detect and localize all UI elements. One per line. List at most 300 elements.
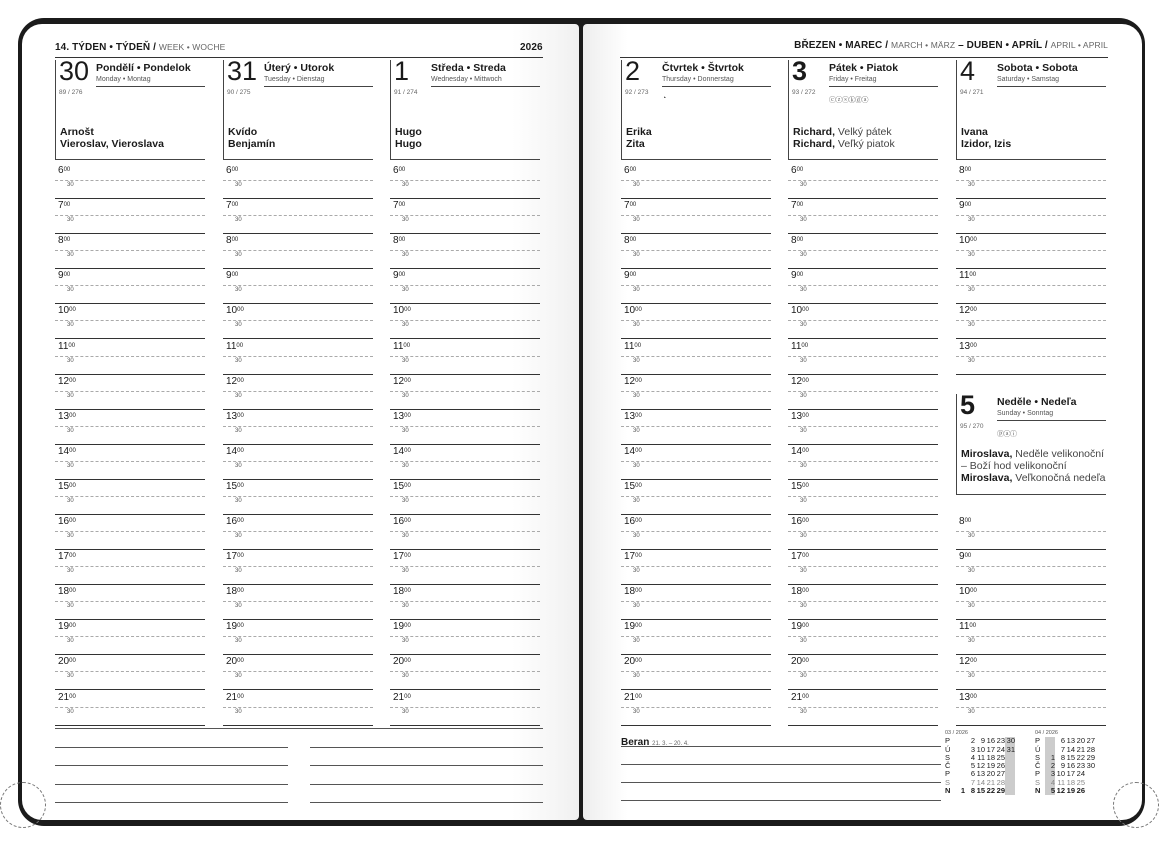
time-slot[interactable] <box>956 551 1106 586</box>
hour-label: $12^{00}$ <box>58 375 76 387</box>
half-hour-line <box>621 707 771 708</box>
calendar-day[interactable]: 25 <box>996 752 1005 762</box>
half-hour-line <box>55 320 205 321</box>
hour-label: $10^{00}$ <box>624 305 642 317</box>
name-day-line <box>961 472 1105 484</box>
time-slot[interactable] <box>55 551 205 586</box>
hour-label: $10^{00}$ <box>791 305 809 317</box>
time-slot[interactable] <box>55 446 205 481</box>
calendar-day[interactable]: 19 <box>986 761 995 771</box>
half-hour-line <box>55 250 205 251</box>
time-slot[interactable] <box>956 165 1106 200</box>
half-hour-line <box>223 601 373 602</box>
half-hour-line <box>788 671 938 672</box>
calendar-day[interactable]: 14 <box>976 777 985 787</box>
time-slot[interactable] <box>55 516 205 551</box>
hour-line <box>788 549 938 550</box>
half-hour-label: 30 <box>968 357 975 364</box>
hour-label: $9^{00}$ <box>791 270 804 282</box>
calendar-day[interactable]: 10 <box>1056 769 1065 779</box>
notes-line[interactable] <box>55 802 288 803</box>
minute-label: 00 <box>964 167 972 173</box>
time-slot[interactable] <box>390 446 540 481</box>
time-slot[interactable] <box>956 341 1106 376</box>
time-slot[interactable] <box>390 270 540 305</box>
time-slot[interactable] <box>956 621 1106 656</box>
calendar-day[interactable]: 4 <box>1045 779 1055 787</box>
time-slot[interactable] <box>621 551 771 586</box>
time-slot[interactable] <box>55 200 205 235</box>
hour-label: $9^{00}$ <box>393 270 406 282</box>
time-slot[interactable] <box>788 446 938 481</box>
notes-line[interactable] <box>55 747 288 748</box>
time-slot[interactable] <box>223 481 373 516</box>
time-slot[interactable] <box>390 165 540 200</box>
time-slot[interactable] <box>55 411 205 446</box>
calendar-day[interactable]: 7 <box>1060 744 1065 754</box>
half-hour-label: 30 <box>402 427 409 434</box>
day-divider <box>956 394 957 494</box>
time-slot[interactable] <box>621 341 771 376</box>
time-slot[interactable] <box>223 411 373 446</box>
calendar-day[interactable]: 31 <box>1006 744 1015 754</box>
weekday-label: S <box>945 752 951 762</box>
hour-label: $13^{00}$ <box>58 410 76 422</box>
time-slot[interactable] <box>956 692 1106 727</box>
half-hour-line <box>956 356 1106 357</box>
calendar-day[interactable]: 4 <box>970 752 975 762</box>
half-hour-line <box>55 566 205 567</box>
time-slot[interactable] <box>55 586 205 621</box>
calendar-day[interactable]: 26 <box>1076 786 1085 796</box>
hour-label: $8^{00}$ <box>959 516 972 527</box>
half-hour-line <box>390 707 540 708</box>
time-slot[interactable] <box>55 235 205 270</box>
calendar-day[interactable]: 22 <box>986 786 995 796</box>
time-slot[interactable] <box>621 586 771 621</box>
hour-line <box>621 654 771 655</box>
calendar-day[interactable]: 20 <box>986 769 995 779</box>
time-slot[interactable] <box>223 692 373 727</box>
notes-line[interactable] <box>310 747 543 748</box>
hour-line <box>788 198 938 199</box>
time-slot[interactable] <box>390 305 540 340</box>
time-slot[interactable] <box>788 235 938 270</box>
time-slot[interactable] <box>55 621 205 656</box>
hour-line <box>223 198 373 199</box>
calendar-day[interactable]: 29 <box>996 786 1005 796</box>
time-slot[interactable] <box>621 165 771 200</box>
hour-label: $20^{00}$ <box>58 656 76 668</box>
hour-line <box>621 303 771 304</box>
calendar-day[interactable]: 24 <box>996 744 1005 754</box>
calendar-day[interactable]: 16 <box>986 736 995 746</box>
calendar-day[interactable]: 24 <box>1076 769 1085 779</box>
hour-line <box>788 584 938 585</box>
calendar-day[interactable]: 8 <box>970 786 975 796</box>
hour-line <box>788 409 938 410</box>
half-hour-line <box>55 601 205 602</box>
calendar-day[interactable]: 18 <box>1066 777 1075 787</box>
hour-line <box>223 409 373 410</box>
minute-label: 00 <box>69 412 76 419</box>
time-slot[interactable] <box>223 586 373 621</box>
half-hour-line <box>223 636 373 637</box>
time-slot[interactable] <box>55 692 205 727</box>
name-day-line <box>60 138 164 150</box>
hour-line <box>621 584 771 585</box>
minute-label: 00 <box>231 237 239 244</box>
time-slot[interactable] <box>788 165 938 200</box>
hour-line <box>55 514 205 515</box>
time-slot[interactable] <box>223 446 373 481</box>
minute-label: 00 <box>237 447 244 454</box>
day-header-rule <box>956 494 1106 495</box>
calendar-day[interactable] <box>1005 787 1015 795</box>
minute-label: 00 <box>635 482 642 489</box>
calendar-day[interactable] <box>955 737 965 745</box>
weekday-label: P <box>945 736 951 746</box>
calendar-day[interactable] <box>955 746 965 754</box>
hour-label: $21^{00}$ <box>393 691 411 703</box>
hour-label: $21^{00}$ <box>791 691 809 703</box>
notes-line[interactable] <box>310 802 543 803</box>
calendar-day[interactable] <box>955 770 965 778</box>
half-hour-label: 30 <box>800 568 807 575</box>
minute-label: 00 <box>398 167 406 173</box>
calendar-day[interactable]: 5 <box>970 761 975 771</box>
time-slot[interactable] <box>390 481 540 516</box>
minute-label: 00 <box>231 272 239 279</box>
calendar-day[interactable]: 18 <box>986 752 995 762</box>
half-hour-line <box>621 356 771 357</box>
calendar-day[interactable]: 2 <box>970 736 975 746</box>
calendar-day[interactable]: 2 <box>1045 762 1055 770</box>
name-days <box>228 126 275 150</box>
time-slot[interactable] <box>390 200 540 235</box>
calendar-day[interactable] <box>1045 737 1055 745</box>
half-hour-line <box>223 566 373 567</box>
time-slot[interactable] <box>223 270 373 305</box>
time-slot[interactable] <box>390 235 540 270</box>
half-hour-label: 30 <box>633 708 640 715</box>
time-slot[interactable] <box>788 586 938 621</box>
time-slot[interactable] <box>788 376 938 411</box>
calendar-day[interactable]: 3 <box>1045 770 1055 778</box>
half-hour-label: 30 <box>968 182 975 188</box>
half-hour-line <box>788 356 938 357</box>
time-slot[interactable] <box>55 270 205 305</box>
day-name: Úterý • Utorok <box>264 62 335 74</box>
half-hour-line <box>621 461 771 462</box>
hour-label: $11^{00}$ <box>58 340 76 352</box>
calendar-day[interactable] <box>955 762 965 770</box>
time-slot[interactable] <box>956 305 1106 340</box>
hour-label: $19^{00}$ <box>791 621 809 633</box>
time-slot[interactable] <box>788 411 938 446</box>
time-slot[interactable] <box>621 411 771 446</box>
calendar-day[interactable]: 17 <box>1066 769 1075 779</box>
hour-label: $17^{00}$ <box>791 551 809 563</box>
time-slot[interactable] <box>621 200 771 235</box>
calendar-day[interactable] <box>955 754 965 762</box>
time-slot[interactable] <box>956 270 1106 305</box>
hour-line <box>621 268 771 269</box>
month-april-translation: APRIL • APRIL <box>1050 40 1108 50</box>
time-slot[interactable] <box>223 656 373 691</box>
calendar-day[interactable]: 12 <box>1056 786 1065 796</box>
hour-line <box>788 268 938 269</box>
half-hour-label: 30 <box>235 357 242 364</box>
hour-line <box>956 619 1106 620</box>
time-slot[interactable] <box>390 411 540 446</box>
hour-line <box>55 409 205 410</box>
time-slot[interactable] <box>621 621 771 656</box>
calendar-day[interactable]: 6 <box>970 769 975 779</box>
minute-label: 00 <box>69 553 76 560</box>
calendar-day[interactable]: 25 <box>1076 777 1085 787</box>
hour-line <box>223 514 373 515</box>
hour-line <box>621 233 771 234</box>
calendar-day[interactable] <box>1085 779 1095 787</box>
time-slot[interactable] <box>788 656 938 691</box>
time-slot[interactable] <box>621 376 771 411</box>
day-number: 1 <box>394 56 410 86</box>
minute-label: 00 <box>237 553 244 560</box>
calendar-day[interactable]: 11 <box>1057 777 1065 787</box>
time-slot[interactable] <box>390 341 540 376</box>
minute-label: 00 <box>802 623 809 630</box>
calendar-day[interactable] <box>1005 754 1015 762</box>
time-slot[interactable] <box>223 551 373 586</box>
time-slot[interactable] <box>956 200 1106 235</box>
minute-label: 00 <box>970 342 977 349</box>
half-hour-line <box>788 180 938 181</box>
calendar-day[interactable]: 1 <box>1045 754 1055 762</box>
calendar-day[interactable]: 22 <box>1076 752 1085 762</box>
minute-label: 00 <box>398 237 406 244</box>
half-hour-line <box>223 250 373 251</box>
hour-label: $9^{00}$ <box>959 551 972 563</box>
notes-line[interactable] <box>310 765 543 766</box>
time-slot[interactable] <box>223 200 373 235</box>
notes-line[interactable] <box>55 765 288 766</box>
half-hour-label: 30 <box>402 638 409 645</box>
calendar-day[interactable]: 30 <box>1006 736 1015 746</box>
hour-line <box>390 338 540 339</box>
time-slot[interactable] <box>55 165 205 200</box>
hour-label: $15^{00}$ <box>393 480 411 492</box>
minute-label: 00 <box>629 237 637 244</box>
half-hour-label: 30 <box>67 217 74 224</box>
time-slot[interactable] <box>788 516 938 551</box>
calendar-day[interactable]: 9 <box>1060 761 1065 771</box>
calendar-day[interactable]: 14 <box>1066 744 1075 754</box>
notes-line[interactable] <box>621 764 941 765</box>
time-slot[interactable] <box>55 305 205 340</box>
time-slot[interactable] <box>621 270 771 305</box>
time-slot[interactable] <box>621 305 771 340</box>
time-slot[interactable] <box>621 235 771 270</box>
calendar-day[interactable]: 28 <box>996 777 1005 787</box>
perforated-corner <box>1113 782 1159 828</box>
minute-label: 00 <box>404 447 411 454</box>
half-hour-line <box>223 671 373 672</box>
half-hour-line <box>956 707 1106 708</box>
time-slot[interactable] <box>621 481 771 516</box>
minute-label: 00 <box>69 658 76 665</box>
time-slot[interactable] <box>956 586 1106 621</box>
calendar-day[interactable]: 5 <box>1045 787 1055 795</box>
hour-line <box>621 479 771 480</box>
notes-line[interactable] <box>621 782 941 783</box>
calendar-day[interactable]: 30 <box>1086 761 1095 771</box>
time-slot[interactable] <box>223 341 373 376</box>
half-hour-line <box>621 671 771 672</box>
calendar-day[interactable]: 23 <box>1076 761 1085 771</box>
time-slot[interactable] <box>956 516 1106 551</box>
notes-line[interactable] <box>55 784 288 785</box>
calendar-day[interactable] <box>1005 762 1015 770</box>
hour-line <box>956 549 1106 550</box>
calendar-day[interactable]: 1 <box>960 786 965 796</box>
holiday-symbols: ⓒⓩⓢⓚⓓⓐ <box>829 97 868 104</box>
hour-label: $10^{00}$ <box>393 305 411 317</box>
half-hour-line <box>55 215 205 216</box>
name-day-line <box>793 126 895 138</box>
minute-label: 00 <box>398 272 406 279</box>
calendar-day[interactable]: 29 <box>1086 752 1095 762</box>
time-slot[interactable] <box>956 656 1106 691</box>
notes-line[interactable] <box>55 728 543 729</box>
calendar-day[interactable]: 27 <box>996 769 1005 779</box>
time-slot[interactable] <box>788 341 938 376</box>
time-slot[interactable] <box>390 586 540 621</box>
calendar-day[interactable]: 15 <box>976 786 985 796</box>
time-slot[interactable] <box>390 551 540 586</box>
hour-label: $7^{00}$ <box>791 200 804 212</box>
half-hour-label: 30 <box>235 182 242 188</box>
notes-line[interactable] <box>621 800 941 801</box>
calendar-day[interactable]: 20 <box>1076 736 1085 746</box>
time-slot[interactable] <box>223 235 373 270</box>
calendar-day[interactable]: 6 <box>1060 736 1065 746</box>
name-days <box>395 126 422 150</box>
day-divider <box>223 60 224 159</box>
time-slot[interactable] <box>788 481 938 516</box>
minute-label: 00 <box>802 482 809 489</box>
calendar-day[interactable]: 12 <box>976 761 985 771</box>
calendar-day[interactable] <box>1085 770 1095 778</box>
time-slot[interactable] <box>55 376 205 411</box>
calendar-day[interactable]: 21 <box>1076 744 1085 754</box>
day-header-rule <box>223 159 373 160</box>
time-slot[interactable] <box>55 481 205 516</box>
time-slot[interactable] <box>390 376 540 411</box>
calendar-day[interactable]: 17 <box>986 744 995 754</box>
calendar-day[interactable]: 13 <box>976 769 985 779</box>
half-hour-label: 30 <box>67 392 74 399</box>
hour-line <box>390 549 540 550</box>
time-slot[interactable] <box>956 235 1106 270</box>
calendar-day[interactable]: 3 <box>970 744 975 754</box>
calendar-day[interactable] <box>1085 787 1095 795</box>
half-hour-line <box>390 566 540 567</box>
calendar-day[interactable]: 23 <box>996 736 1005 746</box>
calendar-day[interactable]: 27 <box>1086 736 1095 746</box>
calendar-day[interactable]: 16 <box>1066 761 1075 771</box>
time-slot[interactable] <box>788 270 938 305</box>
calendar-day[interactable] <box>1005 779 1015 787</box>
time-slot[interactable] <box>621 656 771 691</box>
half-hour-line <box>223 707 373 708</box>
calendar-day[interactable]: 28 <box>1086 744 1095 754</box>
hour-line <box>956 268 1106 269</box>
half-hour-label: 30 <box>402 603 409 610</box>
calendar-day[interactable]: 13 <box>1066 736 1075 746</box>
day-name: Pátek • Piatok <box>829 62 899 74</box>
time-slot[interactable] <box>223 376 373 411</box>
calendar-day[interactable]: 9 <box>980 736 985 746</box>
time-slot[interactable] <box>55 341 205 376</box>
time-slot[interactable] <box>223 305 373 340</box>
time-slot[interactable] <box>788 305 938 340</box>
time-slot[interactable] <box>788 692 938 727</box>
minute-label: 00 <box>969 623 977 630</box>
calendar-day[interactable]: 7 <box>970 777 975 787</box>
hour-label: $21^{00}$ <box>624 691 642 703</box>
name-day-primary: Miroslava, <box>961 472 1013 484</box>
time-slot[interactable] <box>788 200 938 235</box>
calendar-day[interactable] <box>1005 770 1015 778</box>
half-hour-line <box>621 636 771 637</box>
calendar-day[interactable]: 21 <box>986 777 995 787</box>
time-slot[interactable] <box>390 656 540 691</box>
weekday-label: S <box>1035 752 1041 762</box>
time-slot[interactable] <box>223 516 373 551</box>
half-hour-label: 30 <box>67 603 74 610</box>
half-hour-line <box>223 180 373 181</box>
time-slot[interactable] <box>788 551 938 586</box>
time-slot[interactable] <box>55 656 205 691</box>
calendar-day[interactable]: 8 <box>1060 752 1065 762</box>
calendar-day[interactable]: 19 <box>1066 786 1075 796</box>
hour-line <box>223 479 373 480</box>
half-hour-label: 30 <box>235 497 242 504</box>
time-slot[interactable] <box>621 516 771 551</box>
hour-label: $12^{00}$ <box>959 305 977 317</box>
time-slot[interactable] <box>788 621 938 656</box>
time-slot[interactable] <box>390 516 540 551</box>
hour-line <box>788 444 938 445</box>
hour-label: $16^{00}$ <box>791 516 809 527</box>
minute-label: 00 <box>802 377 809 384</box>
name-day-primary: Zita <box>626 138 645 150</box>
time-slot[interactable] <box>223 165 373 200</box>
time-slot[interactable] <box>390 692 540 727</box>
time-slot[interactable] <box>223 621 373 656</box>
minute-label: 00 <box>231 167 239 173</box>
notes-line[interactable] <box>310 784 543 785</box>
time-slot[interactable] <box>390 621 540 656</box>
calendar-day[interactable]: 26 <box>996 761 1005 771</box>
hour-label: $16^{00}$ <box>393 516 411 527</box>
time-slot[interactable] <box>621 446 771 481</box>
time-slot[interactable] <box>621 692 771 727</box>
calendar-day[interactable]: 15 <box>1066 752 1075 762</box>
calendar-day[interactable]: 10 <box>976 744 985 754</box>
calendar-day[interactable]: 11 <box>977 752 985 762</box>
